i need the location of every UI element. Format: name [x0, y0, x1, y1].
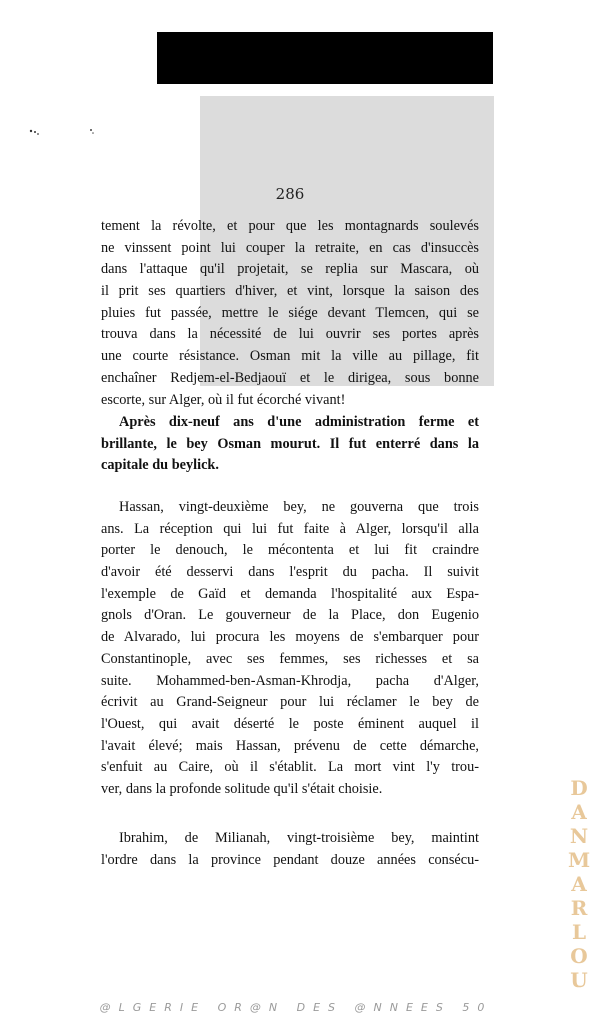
text-line: s'enfuit au Caire, où il s'établit. La mort vint l'y trou-: [101, 759, 479, 776]
text-line: d'avoir été desservi dans l'esprit du pacha. Il suivit: [101, 564, 479, 581]
paragraph-2: [101, 412, 479, 477]
text-line: l'ordre dans la province pendant douze années consécu-: [101, 851, 479, 868]
text-line: ans. La réception qui lui fut faite à Alger, lorsqu'il alla: [101, 520, 479, 537]
text-line: Constantinople, avec ses femmes, ses richesses et sa: [101, 650, 479, 667]
text-line: écrivit au Grand-Seigneur pour lui réclamer le bey de: [101, 694, 479, 711]
paragraph-4: [101, 828, 479, 871]
text-line: une courte résistance. Osman mit la ville au pillage, fit: [101, 348, 479, 365]
text-line: tement la révolte, et pour que les montagnards soulevés: [101, 218, 479, 234]
text-line: l'avait élevé; mais Hassan, prévenu de cette démarche,: [101, 737, 479, 754]
text-line: Hassan, vingt-deuxième bey, ne gouverna que trois: [119, 499, 479, 515]
text-line: enchaîner Redjem-el-Bedjaouï et le dirigea, sous bonne: [101, 369, 479, 386]
text-line: l'exemple de Gaïd et demanda l'hospitalité aux Espa-: [101, 585, 479, 602]
text-line: suite. Mohammed-ben-Asman-Khrodja, pacha d'Alger,: [101, 672, 479, 689]
text-line: porter le denouch, le mécontenta et lui fit craindre: [101, 542, 479, 559]
text-line: ver, dans la profonde solitude qu'il s'était choisie.: [101, 780, 383, 797]
text-line: gnols d'Oran. Le gouverneur de la Place, don Eugenio: [101, 607, 479, 624]
text-line: trouva dans la nécessité de lui ouvrir ses portes après: [101, 326, 479, 343]
redaction-bar: [157, 32, 493, 84]
text-line: de Alvarado, lui procura les moyens de s'embarquer pour: [101, 629, 479, 646]
text-line: pluies fut passée, mettre le siége devant Tlemcen, qui se: [101, 304, 479, 321]
text-line: Ibrahim, de Milianah, vingt-troisième bey, maintint: [119, 830, 479, 846]
text-line: escorte, sur Alger, où il fut écorché vivant!: [101, 391, 346, 408]
page-number: 286: [275, 185, 305, 203]
paragraph-3: [101, 497, 479, 801]
text-line: dans l'attaque qu'il projetait, se replia sur Mascara, où: [101, 261, 479, 278]
text-line: brillante, le bey Osman mourut. Il fut enterré dans la: [101, 435, 479, 452]
text-line: capitale du beylick.: [101, 457, 219, 474]
side-watermark: DANMARLOU: [568, 776, 591, 992]
paragraph-1: [101, 216, 479, 411]
text-line: Après dix-neuf ans d'une administration ferme et: [119, 414, 479, 430]
scan-specks: [25, 125, 105, 145]
text-line: ne vinssent point lui couper la retraite, en cas d'insuccès: [101, 239, 479, 256]
text-line: il prit ses quartiers d'hiver, et vint, lorsque la saison des: [101, 283, 479, 300]
text-line: l'Ouest, qui avait déserté le poste éminent auquel il: [101, 715, 479, 732]
footer-watermark: @LGERIE OR@N DES @NNEES 50: [99, 1001, 493, 1014]
